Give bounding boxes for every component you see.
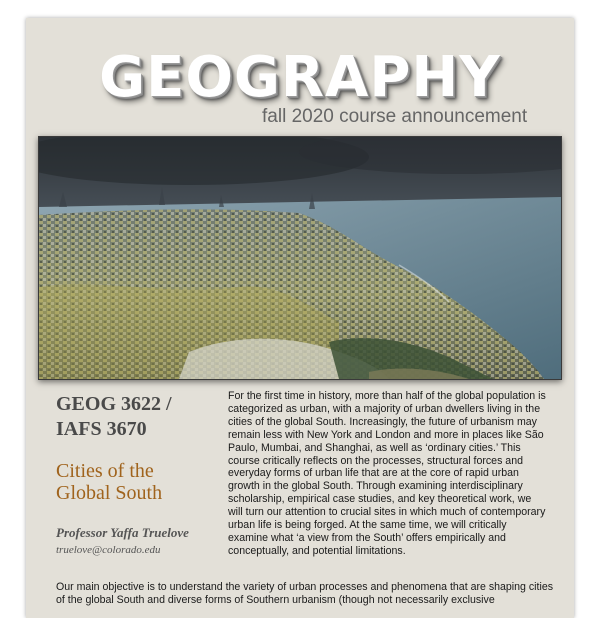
instructor-email[interactable]: truelove@colorado.edu — [56, 544, 161, 556]
course-name-line1: Cities of the — [56, 460, 154, 482]
flyer-title: GEOGRAPHY — [99, 45, 501, 110]
course-code-geog: GEOG 3622 / — [56, 393, 172, 415]
course-description: For the first time in history, more than half of the global population is categorized as urban, with a majority of urban dwellers living in the cities of the global South. Increasingly, the future of urbanism may remain less with New York and London and more in places like São Paulo, Mumbai, and Shanghai, as well as ‘ordinary cities.’ This course critically reflects on the processes, structural forces and everyday forms of urban life that are at the core of rapid urban growth in the global South. Through examining interdisciplinary scholarship, empirical case studies, and key theoretical work, we will turn our attention to crucial sites in which much of contemporary urban life is being forged. At the same time, we will critically examine what ‘a view from the South’ offers empirically and conceptually, and potential limitations. — [228, 390, 546, 557]
city-aerial-photo — [38, 136, 562, 380]
course-name — [56, 460, 226, 504]
course-name-line2: Global South — [56, 482, 163, 504]
city-aerial-illustration — [39, 137, 561, 379]
course-code — [56, 392, 216, 442]
flyer-subtitle: fall 2020 course announcement — [262, 106, 528, 127]
course-code-iafs: IAFS 3670 — [56, 418, 147, 440]
course-flyer — [26, 18, 574, 618]
course-objective: Our main objective is to understand the variety of urban processes and phenomena that are shaping cities of the global South and diverse forms of Southern urbanism (though not necessarily exclusive — [56, 581, 554, 606]
instructor-name: Professor Yaffa Truelove — [56, 525, 189, 540]
